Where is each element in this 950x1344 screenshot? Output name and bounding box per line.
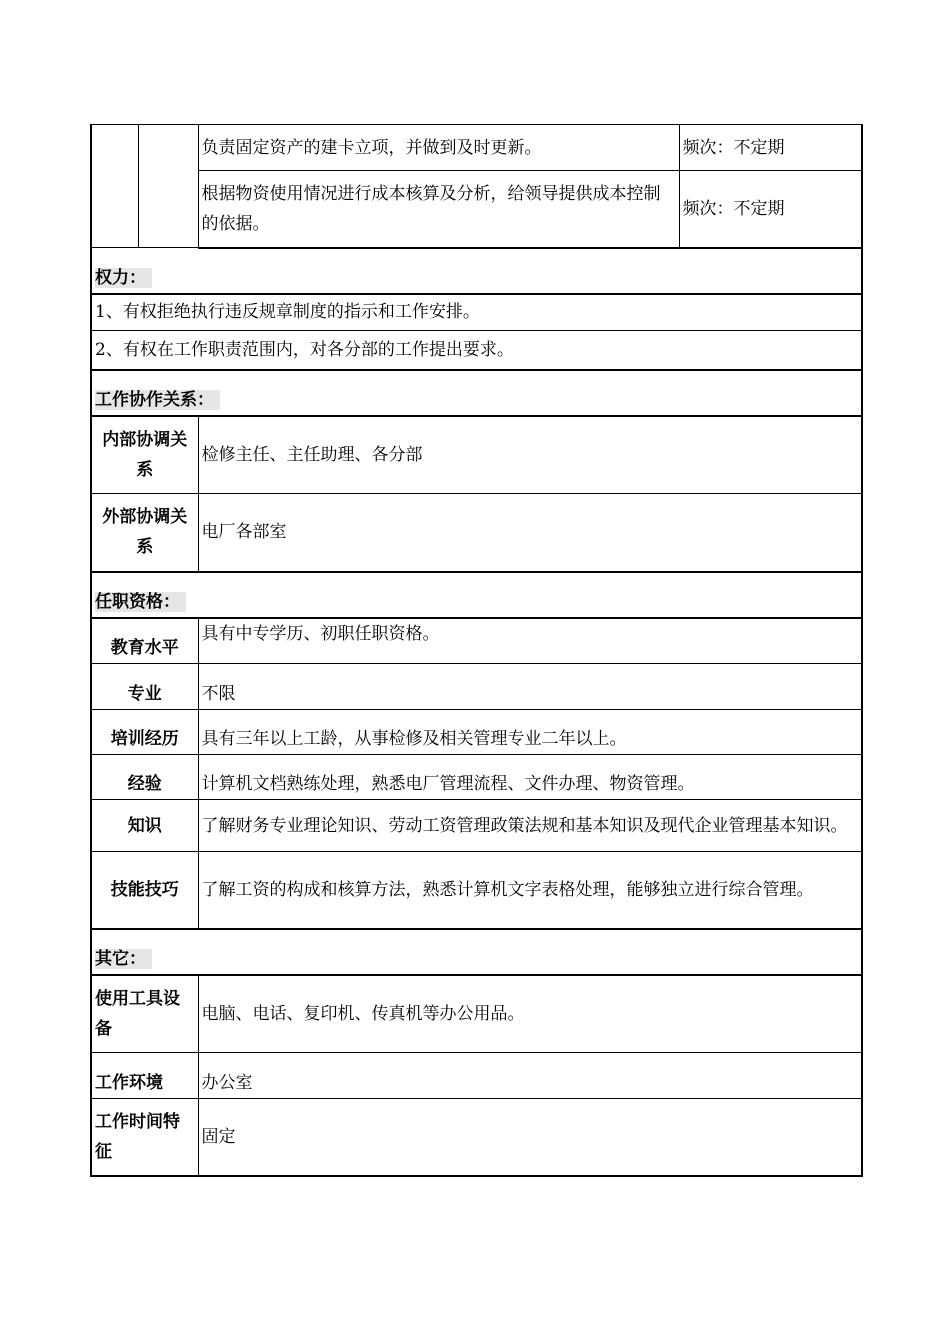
power-item-row — [91, 294, 862, 331]
qualification-value: 了解财务专业理论知识、劳动工资管理政策法规和基本知识及现代企业管理基本知识。 — [198, 800, 862, 852]
power-item: 2、有权在工作职责范围内，对各分部的工作提出要求。 — [91, 331, 862, 370]
power-item-row — [91, 331, 862, 370]
other-row — [91, 975, 862, 1053]
other-label: 使用工具设备 — [91, 975, 198, 1053]
power-item: 1、有权拒绝执行违反规章制度的指示和工作安排。 — [91, 294, 862, 331]
qualification-value: 了解工资的构成和核算方法，熟悉计算机文字表格处理，能够独立进行综合管理。 — [198, 852, 862, 929]
qualification-heading: 任职资格： — [95, 592, 186, 612]
qualification-value: 具有中专学历、初职任职资格。 — [198, 618, 862, 664]
qualification-label: 知识 — [91, 800, 198, 852]
other-row — [91, 1053, 862, 1099]
qualification-row — [91, 618, 862, 664]
qualification-label: 教育水平 — [91, 618, 198, 664]
cooperation-heading: 工作协作关系： — [95, 390, 220, 410]
cooperation-value: 检修主任、主任助理、各分部 — [198, 416, 862, 494]
other-value: 办公室 — [198, 1053, 862, 1099]
cooperation-row — [91, 416, 862, 494]
power-section-header — [91, 248, 862, 294]
qualification-value: 不限 — [198, 664, 862, 710]
qualification-row — [91, 800, 862, 852]
duty-merged-cell-2 — [138, 125, 198, 248]
qualification-label: 培训经历 — [91, 710, 198, 755]
other-value: 电脑、电话、复印机、传真机等办公用品。 — [198, 975, 862, 1053]
other-label: 工作时间特征 — [91, 1099, 198, 1176]
qualification-row — [91, 755, 862, 800]
job-description-table — [90, 124, 863, 1177]
qualification-row — [91, 710, 862, 755]
duty-merged-cell-1 — [91, 125, 138, 248]
qualification-row — [91, 852, 862, 929]
duty-row — [91, 171, 862, 248]
qualification-label: 经验 — [91, 755, 198, 800]
qualification-row — [91, 664, 862, 710]
qualification-label: 技能技巧 — [91, 852, 198, 929]
cooperation-section-header — [91, 370, 862, 416]
cooperation-label: 外部协调关系 — [91, 494, 198, 572]
qualification-label: 专业 — [91, 664, 198, 710]
other-heading: 其它： — [95, 949, 152, 969]
cooperation-label: 内部协调关系 — [91, 416, 198, 494]
duty-frequency: 频次：不定期 — [679, 125, 862, 171]
qualification-value: 计算机文档熟练处理，熟悉电厂管理流程、文件办理、物资管理。 — [198, 755, 862, 800]
power-heading: 权力： — [95, 268, 152, 288]
duty-row — [91, 125, 862, 171]
qualification-section-header — [91, 572, 862, 618]
duty-frequency: 频次：不定期 — [679, 171, 862, 248]
other-value: 固定 — [198, 1099, 862, 1176]
qualification-value: 具有三年以上工龄，从事检修及相关管理专业二年以上。 — [198, 710, 862, 755]
other-row — [91, 1099, 862, 1176]
cooperation-row — [91, 494, 862, 572]
other-section-header — [91, 929, 862, 975]
other-label: 工作环境 — [91, 1053, 198, 1099]
cooperation-value: 电厂各部室 — [198, 494, 862, 572]
duty-text: 根据物资使用情况进行成本核算及分析，给领导提供成本控制的依据。 — [198, 171, 679, 248]
duty-text: 负责固定资产的建卡立项，并做到及时更新。 — [198, 125, 679, 171]
